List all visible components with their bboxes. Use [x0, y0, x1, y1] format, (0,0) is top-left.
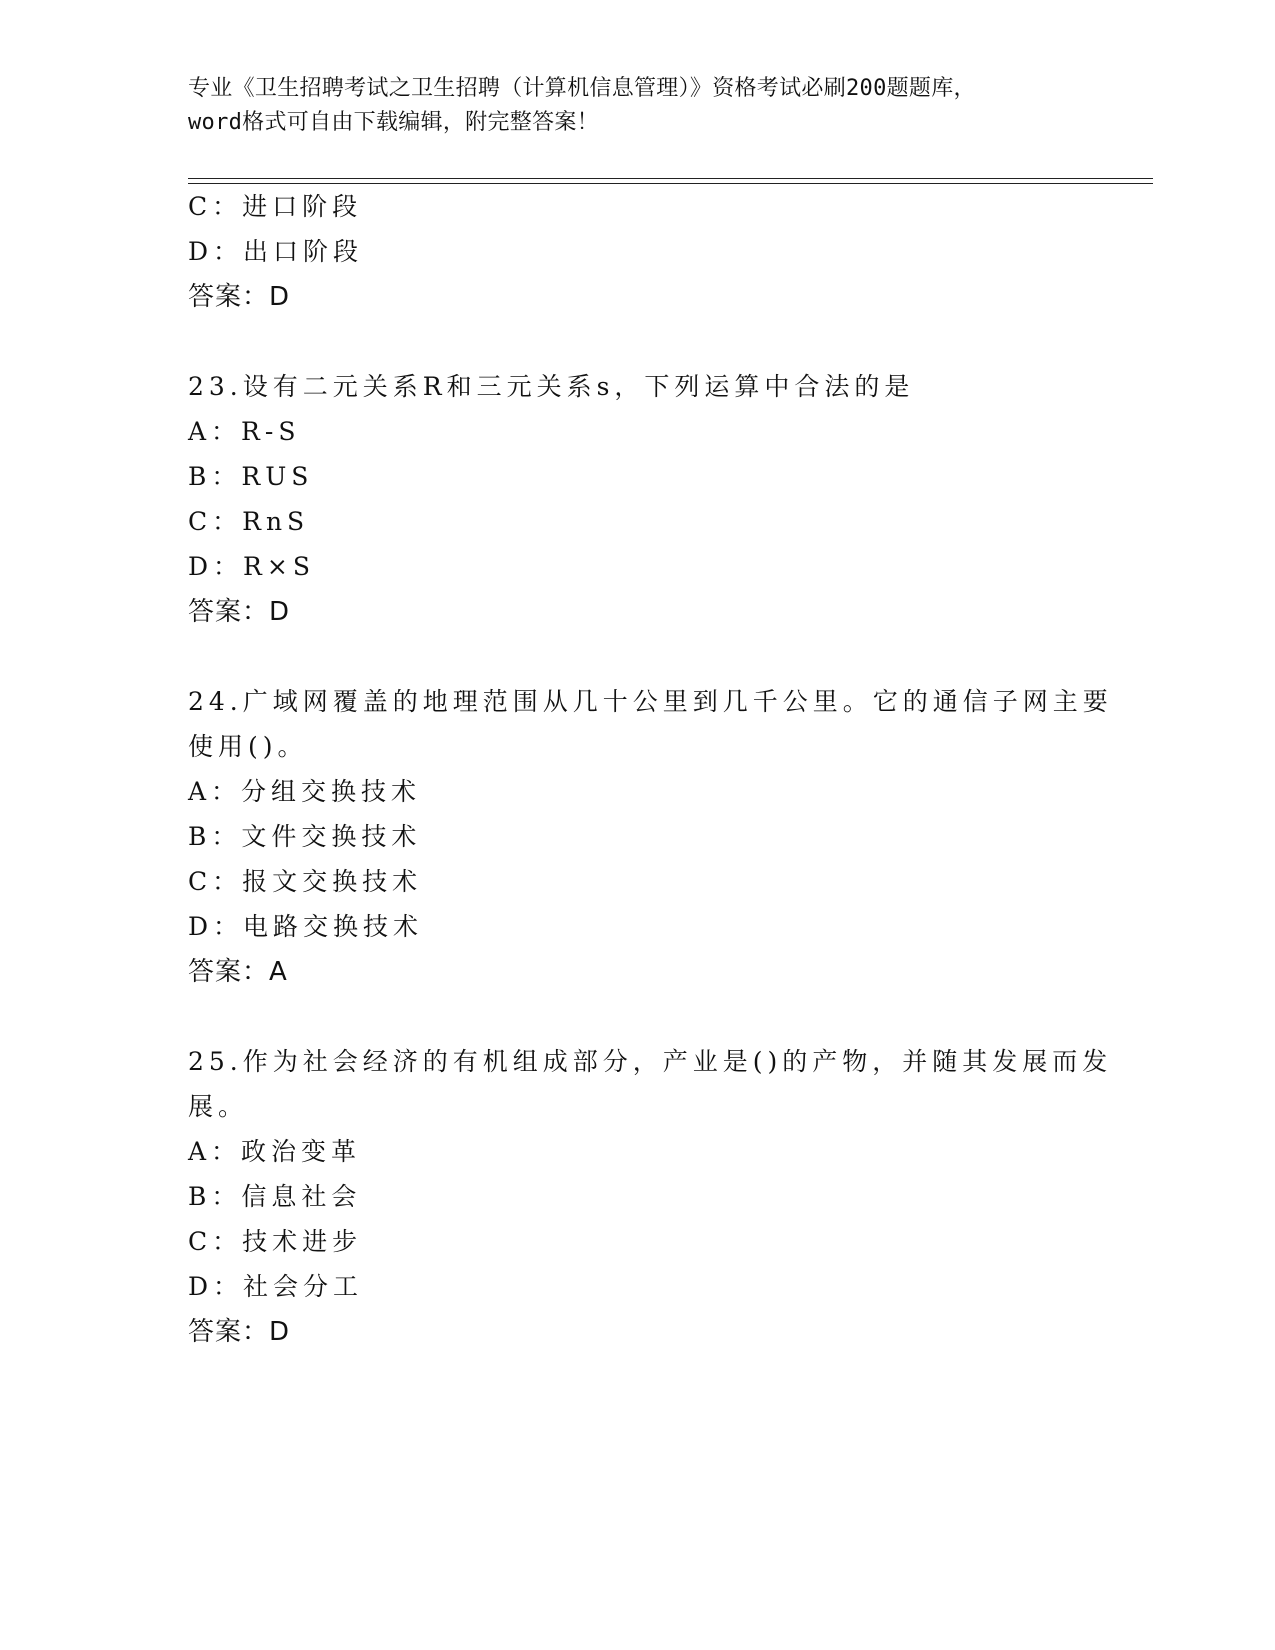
q25-option-b: B：信息社会: [188, 1182, 362, 1211]
q23-option-a: A：R-S: [188, 417, 301, 446]
q25-option-d: D：社会分工: [188, 1272, 364, 1301]
header-divider-top: [188, 178, 1153, 179]
q24-option-d: D：电路交换技术: [188, 912, 424, 941]
q23-stem: 23.设有二元关系R和三元关系s，下列运算中合法的是: [188, 372, 915, 401]
q25-stem-line-1: 25.作为社会经济的有机组成部分，产业是()的产物，并随其发展而发: [188, 1047, 1113, 1076]
q24-option-a: A：分组交换技术: [188, 777, 422, 806]
q24-stem-line-2: 使用()。: [188, 732, 308, 761]
header-line-1: 专业《卫生招聘考试之卫生招聘（计算机信息管理）》资格考试必刷200题题库，: [188, 76, 976, 101]
q24-stem-line-1: 24.广域网覆盖的地理范围从几十公里到几千公里。它的通信子网主要: [188, 687, 1113, 716]
q23-option-c: C：RnS: [188, 507, 310, 536]
prev-option-c: C：进口阶段: [188, 192, 363, 221]
q25-option-c: C：技术进步: [188, 1227, 363, 1256]
q23-option-d: D：R×S: [188, 552, 315, 581]
q24-option-c: C：报文交换技术: [188, 867, 423, 896]
q23-answer: 答案：D: [188, 597, 291, 627]
prev-answer: 答案：D: [188, 282, 291, 312]
q23-option-b: B：RUS: [188, 462, 314, 491]
document-header: [188, 72, 1088, 140]
q25-stem-line-2: 展。: [188, 1092, 249, 1121]
q25-option-a: A：政治变革: [188, 1137, 362, 1166]
prev-option-d: D：出口阶段: [188, 237, 364, 266]
q25-answer: 答案：D: [188, 1317, 291, 1347]
header-line-2: word格式可自由下载编辑，附完整答案！: [188, 110, 599, 135]
header-divider-bottom: [188, 183, 1153, 184]
q24-option-b: B：文件交换技术: [188, 822, 422, 851]
q24-answer: 答案：A: [188, 957, 288, 987]
